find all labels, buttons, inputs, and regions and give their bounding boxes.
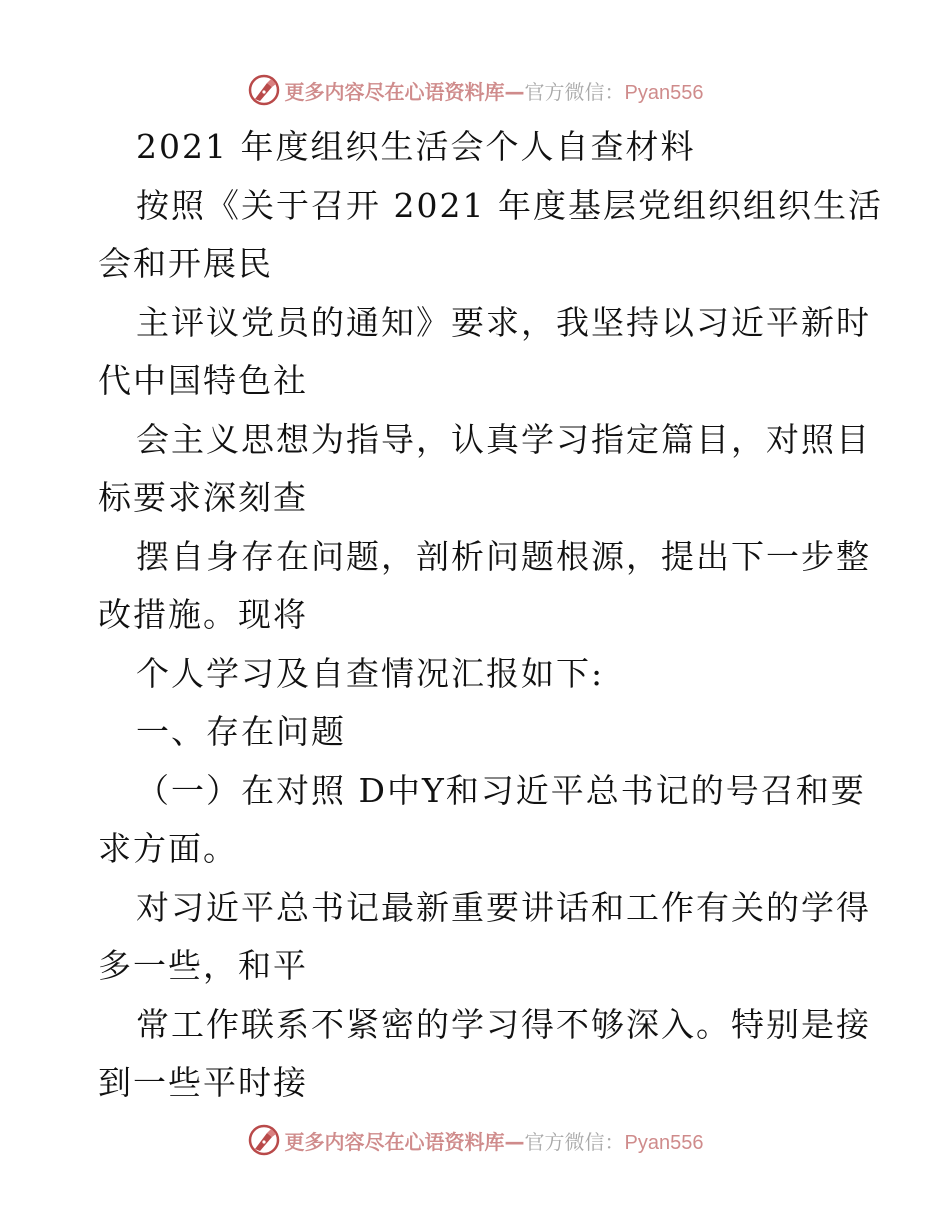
wechat-id: Pyan556	[624, 81, 704, 104]
document-line: 代中国特色社	[98, 361, 308, 400]
document-line: 2021 年度组织生活会个人自查材料	[136, 127, 696, 166]
document-line: 会和开展民	[98, 244, 273, 283]
document-line: 主评议党员的通知》要求，我坚持以习近平新时	[136, 302, 871, 342]
document-line: 个人学习及自查情况汇报如下:	[136, 653, 605, 693]
footer-banner	[0, 1118, 950, 1162]
footer-banner-text	[285, 1126, 704, 1155]
pen-nib-logo-icon	[247, 1123, 281, 1157]
document-line: 多一些，和平	[98, 946, 308, 985]
document-line: 标要求深刻查	[98, 478, 308, 517]
wechat-label: 官方微信：	[524, 79, 625, 104]
brand-text: 更多内容尽在心语资料库	[284, 79, 505, 104]
separator: —	[504, 79, 525, 104]
document-line: （一）在对照 D中Y和习近平总书记的号召和要	[136, 770, 866, 810]
document-line: 摆自身存在问题，剖析问题根源，提出下一步整	[136, 536, 871, 576]
document-line: 改措施。现将	[98, 595, 308, 634]
brand-text: 更多内容尽在心语资料库	[284, 1129, 505, 1154]
document-line: 会主义思想为指导，认真学习指定篇目，对照目	[136, 419, 871, 459]
wechat-id: Pyan556	[624, 1131, 704, 1154]
document-line: 常工作联系不紧密的学习得不够深入。特别是接	[136, 1004, 871, 1044]
separator: —	[504, 1129, 525, 1154]
document-line: 按照《关于召开 2021 年度基层党组织组织生活	[136, 185, 883, 225]
header-banner-text	[285, 76, 704, 105]
pen-nib-logo-icon	[247, 73, 281, 107]
document-line: 一、存在问题	[136, 712, 346, 751]
header-banner	[0, 68, 950, 112]
wechat-label: 官方微信：	[524, 1129, 625, 1154]
document-line: 求方面。	[98, 829, 238, 868]
document-line: 对习近平总书记最新重要讲话和工作有关的学得	[136, 887, 871, 927]
document-line: 到一些平时接	[98, 1063, 308, 1102]
document-body	[98, 118, 883, 1113]
